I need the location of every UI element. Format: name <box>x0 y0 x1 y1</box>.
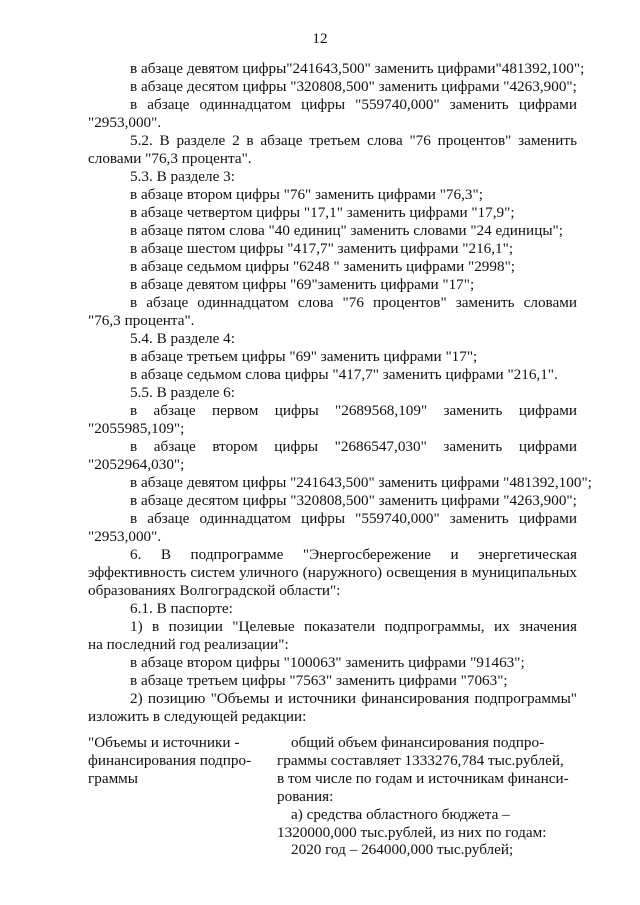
text-line: в абзаце шестом цифры "417,7" заменить цифрами "216,1"; <box>130 240 514 257</box>
table-left-column <box>88 734 268 788</box>
table-right-column <box>277 734 577 859</box>
text-line: в абзаце десятом цифры "320808,500" заменить цифрами "4263,900"; <box>130 492 577 509</box>
text-line: на последний год реализации": <box>88 636 289 653</box>
text-line: в абзаце пятом слова "40 единиц" заменить словами "24 единицы"; <box>130 222 563 239</box>
text-line: 6. В подпрограмме "Энергосбережение и энергетическая <box>130 546 577 563</box>
text-line: 5.3. В разделе 3: <box>130 168 235 185</box>
text-line: в абзаце третьем цифры "69" заменить цифрами "17"; <box>130 348 478 365</box>
text-line: 5.4. В разделе 4: <box>130 330 235 347</box>
text-line: в абзаце втором цифры "2686547,030" заменить цифрами <box>130 438 577 455</box>
table-right-line: в том числе по годам и источникам финанси- <box>277 769 569 787</box>
text-line: 5.5. В разделе 6: <box>130 384 235 401</box>
text-line: в абзаце девятом цифры "241643,500" заменить цифрами "481392,100"; <box>130 474 592 491</box>
text-line: изложить в следующей редакции: <box>88 708 307 725</box>
text-line: словами "76,3 процента". <box>88 150 252 167</box>
text-line: 6.1. В паспорте: <box>130 600 233 617</box>
text-line: в абзаце десятом цифры "320808,500" заменить цифрами "4263,900"; <box>130 78 577 95</box>
text-line: в абзаце первом цифры "2689568,109" заменить цифрами <box>130 402 577 419</box>
text-line: 2) позицию "Объемы и источники финансирования подпрограммы" <box>130 690 577 707</box>
text-line: 5.2. В разделе 2 в абзаце третьем слова "76 процентов" заменить <box>130 132 577 149</box>
table-right-line: 1320000,000 тыс.рублей, из них по годам: <box>277 823 547 841</box>
text-line: в абзаце четвертом цифры "17,1" заменить цифрами "17,9"; <box>130 204 515 221</box>
text-line: в абзаце седьмом слова цифры "417,7" заменить цифрами "216,1". <box>130 366 558 383</box>
text-line: в абзаце одиннадцатом слова "76 процентов" заменить словами <box>130 294 577 311</box>
table-right-line: 2020 год – 264000,000 тыс.рублей; <box>291 841 514 859</box>
text-line: 1) в позиции "Целевые показатели подпрограммы, их значения <box>130 618 577 635</box>
page-number: 12 <box>312 30 328 47</box>
text-line: "2953,000". <box>88 528 162 545</box>
text-line: в абзаце девятом цифры "69"заменить цифрами "17"; <box>130 276 475 293</box>
table-right-line: граммы составляет 1333276,784 тыс.рублей, <box>277 751 564 769</box>
text-line: "2055985,109"; <box>88 420 185 437</box>
table-right-line: общий объем финансирования подпро- <box>291 734 545 751</box>
text-line: в абзаце девятом цифры"241643,500" заменить цифрами"481392,100"; <box>130 60 585 77</box>
table-left-line: "Объемы и источники - <box>88 734 240 751</box>
text-line: "2953,000". <box>88 114 162 131</box>
table-left-line: финансирования подпро- <box>88 751 252 769</box>
table-right-line: а) средства областного бюджета – <box>291 805 510 823</box>
table-right-line: рования: <box>277 787 334 805</box>
text-line: в абзаце втором цифры "76" заменить цифрами "76,3"; <box>130 186 483 203</box>
text-line: образованиях Волгоградской области": <box>88 582 341 599</box>
text-line: в абзаце втором цифры "100063" заменить цифрами "91463"; <box>130 654 525 671</box>
text-line: "76,3 процента". <box>88 312 195 329</box>
text-line: в абзаце третьем цифры "7563" заменить цифрами "7063"; <box>130 672 508 689</box>
text-line: "2052964,030"; <box>88 456 185 473</box>
text-line: эффективность систем уличного (наружного) освещения в муниципальных <box>88 564 577 581</box>
table-left-line: граммы <box>88 769 138 787</box>
text-line: в абзаце седьмом цифры "6248 " заменить цифрами "2998"; <box>130 258 516 275</box>
text-line: в абзаце одиннадцатом цифры "559740,000" заменить цифрами <box>130 510 577 527</box>
text-line: в абзаце одиннадцатом цифры "559740,000" заменить цифрами <box>130 96 577 113</box>
